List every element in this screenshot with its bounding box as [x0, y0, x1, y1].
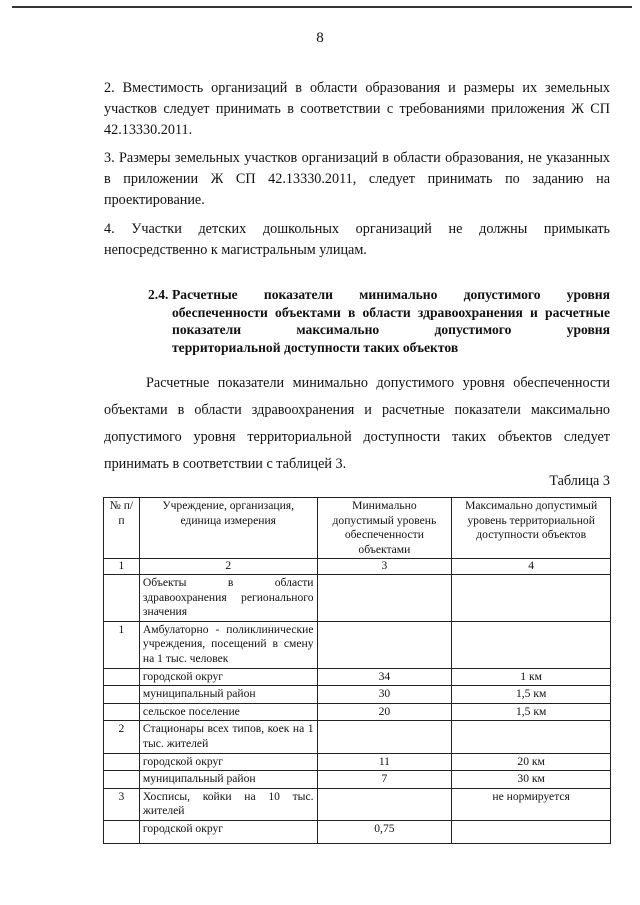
row-name: городской округ [139, 820, 317, 843]
top-border-line [12, 6, 632, 8]
row-max: 30 км [452, 771, 611, 789]
page-number: 8 [316, 30, 324, 46]
empty-cell [452, 574, 611, 621]
row-min [317, 621, 452, 668]
row-number: 2 [104, 721, 140, 753]
row-number [104, 753, 140, 771]
row-name: сельское поселение [139, 703, 317, 721]
table-row [104, 686, 611, 704]
row-max: не нормируется [452, 788, 611, 820]
section-title-last-line: территориальной доступности таких объектов [172, 339, 459, 355]
row-name: муниципальный район [139, 771, 317, 789]
group-title: Объекты в области здравоохранения регионального значения [139, 574, 317, 621]
row-name: городской округ [139, 753, 317, 771]
table-group-row [104, 574, 611, 621]
row-min [317, 788, 452, 820]
row-min: 30 [317, 686, 452, 704]
section-number: 2.4. [148, 287, 169, 302]
row-min: 34 [317, 668, 452, 686]
row-min: 0,75 [317, 820, 452, 843]
table-row [104, 621, 611, 668]
row-number [104, 771, 140, 789]
paragraph-2: 2. Вместимость организаций в области образования и размеры их земельных участков следует принимать в соответствии с требованиями приложения Ж СП 42.13330.2011. [104, 80, 610, 138]
row-number [104, 668, 140, 686]
header-min-level: Минимально допустимый уровень обеспеченности объектами [317, 498, 452, 559]
row-number: 1 [104, 621, 140, 668]
empty-cell [317, 574, 452, 621]
index-cell: 2 [139, 559, 317, 575]
table-row [104, 771, 611, 789]
row-max: 1,5 км [452, 686, 611, 704]
group-number-cell [104, 574, 140, 621]
row-name: Стационары всех типов, коек на 1 тыс. жителей [139, 721, 317, 753]
row-name: городской округ [139, 668, 317, 686]
row-number: 3 [104, 788, 140, 820]
row-max: 1 км [452, 668, 611, 686]
table-row [104, 820, 611, 843]
header-institution: Учреждение, организация, единица измерения [139, 498, 317, 559]
section-intro-paragraph: Расчетные показатели минимально допустимого уровня обеспеченности объектами в области здравоохранения и расчетные показатели максимально допустимого уровня территориальной доступности таких объектов следует принимать в соответствии с таблицей 3. [104, 375, 610, 472]
table-row [104, 703, 611, 721]
table-row [104, 668, 611, 686]
row-max: 1,5 км [452, 703, 611, 721]
row-number [104, 820, 140, 843]
paragraph-4: 4. Участки детских дошкольных организаций не должны примыкать непосредственно к магистральным улицам. [104, 221, 610, 258]
row-max [452, 820, 611, 843]
index-cell: 3 [317, 559, 452, 575]
row-max [452, 621, 611, 668]
index-cell: 4 [452, 559, 611, 575]
row-name: муниципальный район [139, 686, 317, 704]
table-row [104, 753, 611, 771]
row-number [104, 686, 140, 704]
row-min: 11 [317, 753, 452, 771]
header-max-access: Максимально допустимый уровень территориальной доступности объектов [452, 498, 611, 559]
indicators-table [103, 497, 611, 844]
table-caption: Таблица 3 [549, 473, 610, 489]
row-min: 7 [317, 771, 452, 789]
row-min [317, 721, 452, 753]
header-number: № п/п [104, 498, 140, 559]
paragraph-3: 3. Размеры земельных участков организаций в области образования, не указанных в приложении Ж СП 42.13330.2011, следует принимать по заданию на проектирование. [104, 150, 610, 208]
row-name: Хосписы, койки на 10 тыс. жителей [139, 788, 317, 820]
row-max [452, 721, 611, 753]
table-header-row [104, 498, 611, 559]
table-row [104, 721, 611, 753]
section-heading [148, 286, 610, 356]
row-name: Амбулаторно - поликлинические учреждения, посещений в смену на 1 тыс. человек [139, 621, 317, 668]
row-max: 20 км [452, 753, 611, 771]
section-title-main: Расчетные показатели минимально допустимого уровня обеспеченности объектами в области здравоохранения и расчетные показатели максимально допустимого уровня [172, 287, 610, 337]
row-min: 20 [317, 703, 452, 721]
table-row [104, 788, 611, 820]
index-cell: 1 [104, 559, 140, 575]
row-number [104, 703, 140, 721]
table-index-row [104, 559, 611, 575]
